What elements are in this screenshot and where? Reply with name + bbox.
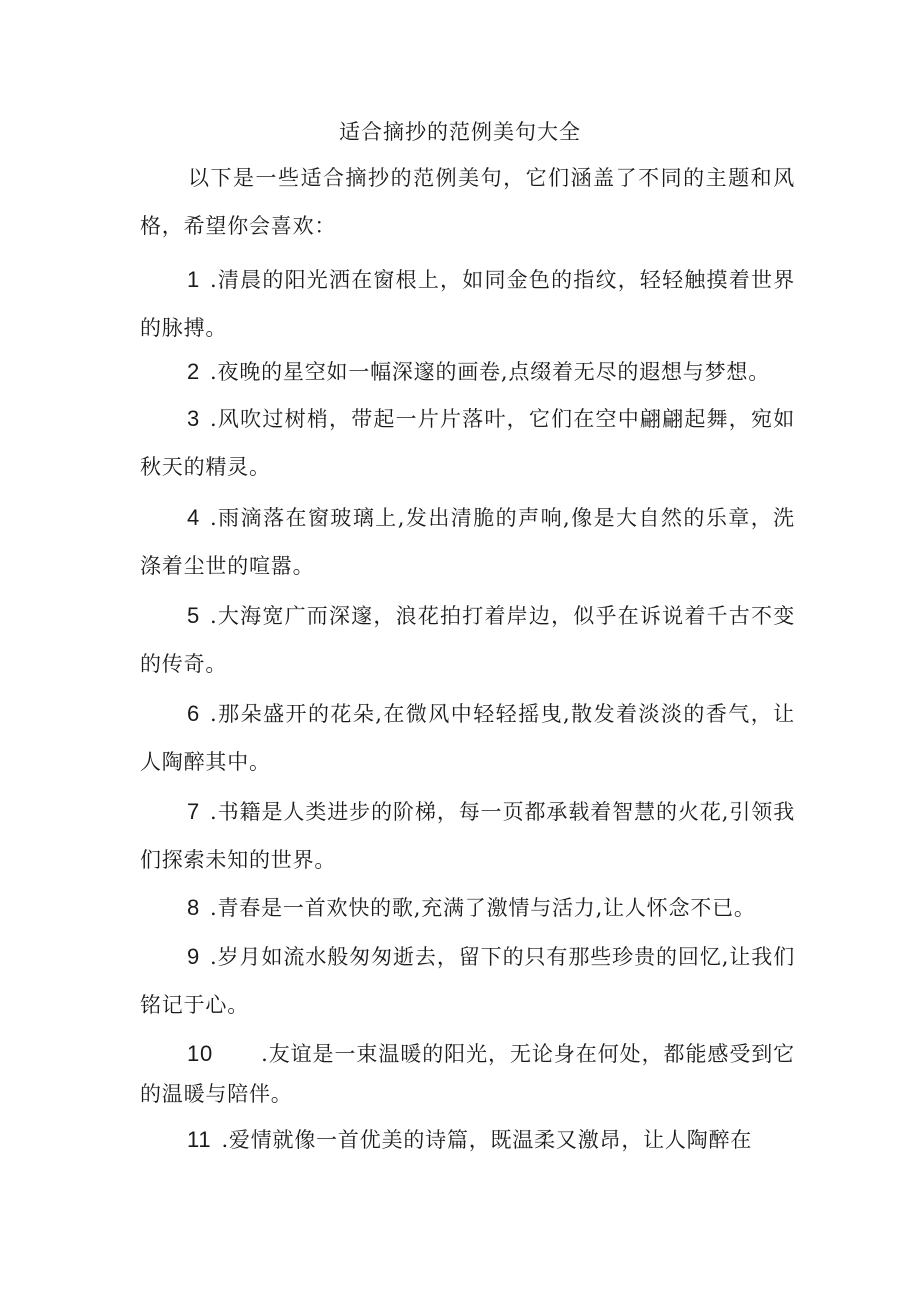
item-text: .爱情就像一首优美的诗篇，既温柔又激昂，让人陶醉在 xyxy=(221,1128,753,1152)
list-item xyxy=(140,256,795,352)
item-number: 1 xyxy=(187,267,201,292)
item-text: .清晨的阳光洒在窗根上，如同金色的指纹，轻轻触摸着世界的脉搏。 xyxy=(140,268,795,340)
list-item xyxy=(140,592,795,688)
item-number: 5 xyxy=(187,603,201,628)
list-item xyxy=(140,933,795,1029)
item-number: 7 xyxy=(187,799,201,824)
list-item xyxy=(140,395,795,491)
intro-paragraph: 以下是一些适合摘抄的范例美句，它们涵盖了不同的主题和风格，希望你会喜欢： xyxy=(140,166,795,238)
item-text: .大海宽广而深邃，浪花拍打着岸边，似乎在诉说着千古不变的传奇。 xyxy=(140,604,795,676)
item-number: 2 xyxy=(187,359,201,384)
item-number: 4 xyxy=(187,505,201,530)
item-number: 10 xyxy=(187,1041,214,1066)
list-item xyxy=(140,788,795,884)
item-text: .那朵盛开的花朵,在微风中轻轻摇曳,散发着淡淡的香气，让人陶醉其中。 xyxy=(140,702,795,774)
item-text: .书籍是人类进步的阶梯，每一页都承载着智慧的火花,引领我们探索未知的世界。 xyxy=(140,800,795,872)
item-number: 11 xyxy=(187,1127,212,1152)
list-item xyxy=(140,1034,795,1114)
item-text: .青春是一首欢快的歌,充满了激情与活力,让人怀念不已。 xyxy=(210,896,756,920)
item-text: .岁月如流水般匆匆逝去，留下的只有那些珍贵的回忆,让我们铭记于心。 xyxy=(140,945,795,1017)
item-number: 9 xyxy=(187,944,201,969)
list-item xyxy=(140,348,795,396)
item-text: .雨滴落在窗玻璃上,发出清脆的声响,像是大自然的乐章，洗涤着尘世的喧嚣。 xyxy=(140,506,795,578)
item-number: 8 xyxy=(187,895,201,920)
item-text: .友谊是一束温暖的阳光，无论身在何处，都能感受到它的温暖与陪伴。 xyxy=(140,1042,795,1106)
document-title: 适合摘抄的范例美句大全 xyxy=(339,120,581,144)
item-number: 6 xyxy=(187,701,201,726)
item-text: .风吹过树梢，带起一片片落叶，它们在空中翩翩起舞，宛如秋天的精灵。 xyxy=(140,407,795,479)
item-text: .夜晚的星空如一幅深邃的画卷,点缀着无尽的遐想与梦想。 xyxy=(210,360,770,384)
list-item xyxy=(140,884,795,932)
list-item xyxy=(140,1116,795,1164)
item-number: 3 xyxy=(187,406,201,431)
list-item xyxy=(140,494,795,590)
list-item xyxy=(140,690,795,786)
